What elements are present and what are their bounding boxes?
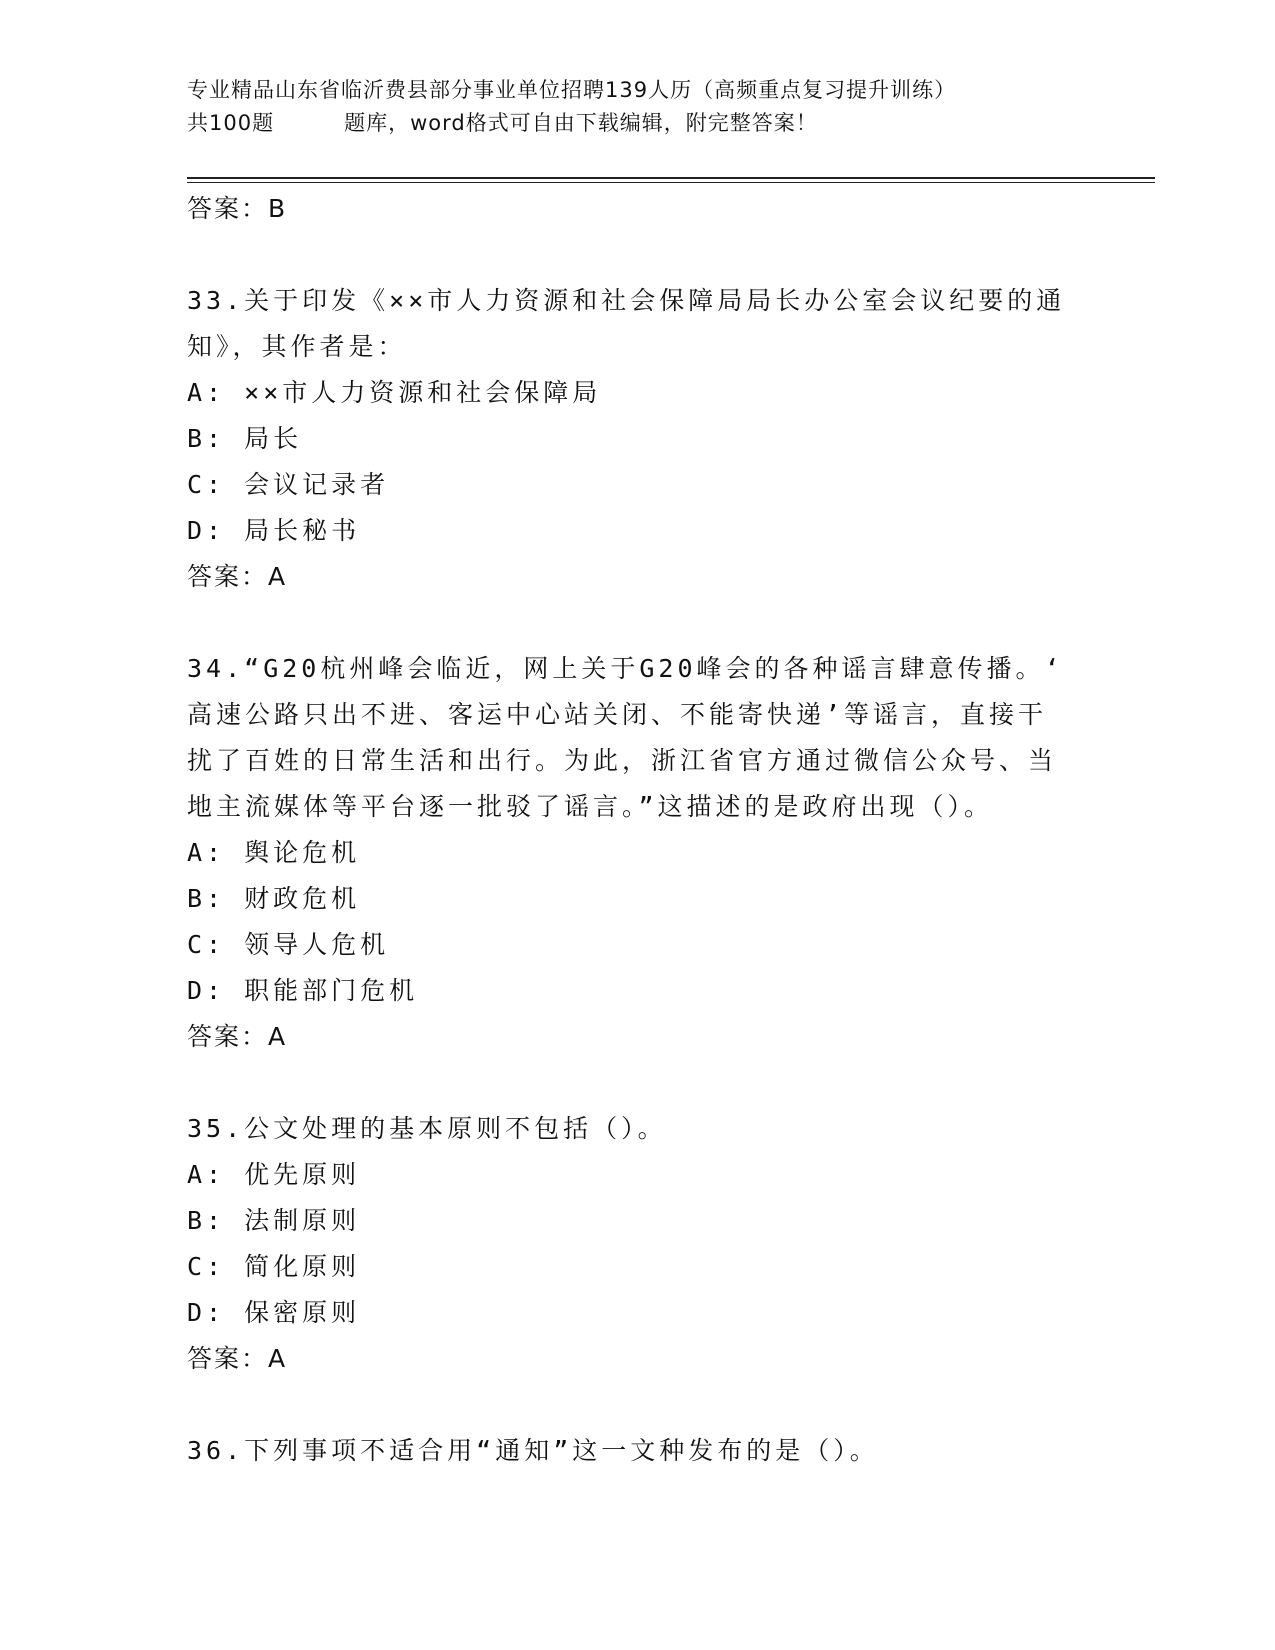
question-block [187,278,1087,600]
option-a: A: ××市人力资源和社会保障局 [187,378,602,407]
question-line: 高速公路只出不进、客运中心站关闭、不能寄快递’等谣言，直接干 [187,700,1048,729]
question-line: 知》，其作者是： [187,332,407,361]
question-line: 地主流媒体等平台逐一批驳了谣言。”这描述的是政府出现（）。 [187,792,994,821]
option-d: D: 局长秘书 [187,516,361,545]
document-header [187,74,1147,140]
question-line: 36.下列事项不适合用“通知”这一文种发布的是（）。 [187,1436,879,1465]
header-title: 专业精品山东省临沂费县部分事业单位招聘139人历（高频重点复习提升训练） [187,78,957,102]
question-line: 扰了百姓的日常生活和出行。为此，浙江省官方通过微信公众号、当 [187,746,1058,775]
option-d: D: 保密原则 [187,1298,361,1327]
header-subtitle [187,107,1147,140]
document-body [187,186,1087,1474]
question-line: 33.关于印发《××市人力资源和社会保障局局长办公室会议纪要的通 [187,286,1066,315]
answer-line: 答案：A [187,1344,288,1373]
question-line: 34.“G20杭州峰会临近，网上关于G20峰会的各种谣言肆意传播。‘ [187,654,1064,683]
answer-line: 答案：A [187,1022,288,1051]
option-c: C: 领导人危机 [187,930,390,959]
option-b: B: 局长 [187,424,303,453]
option-a: A: 优先原则 [187,1160,361,1189]
option-b: B: 法制原则 [187,1206,361,1235]
option-c: C: 会议记录者 [187,470,390,499]
option-a: A: 舆论危机 [187,838,361,867]
answer-line: 答案：A [187,562,288,591]
option-c: C: 简化原则 [187,1252,361,1281]
question-block [187,1428,1087,1474]
header-description: 题库，word格式可自由下载编辑，附完整答案！ [344,111,818,135]
option-d: D: 职能部门危机 [187,976,419,1005]
previous-answer: 答案：B [187,194,288,223]
question-line: 35.公文处理的基本原则不包括（）。 [187,1114,667,1143]
question-block [187,646,1087,1060]
option-b: B: 财政危机 [187,884,361,913]
question-block [187,1106,1087,1382]
header-divider [187,177,1155,183]
header-question-count: 共100题 [187,111,275,135]
